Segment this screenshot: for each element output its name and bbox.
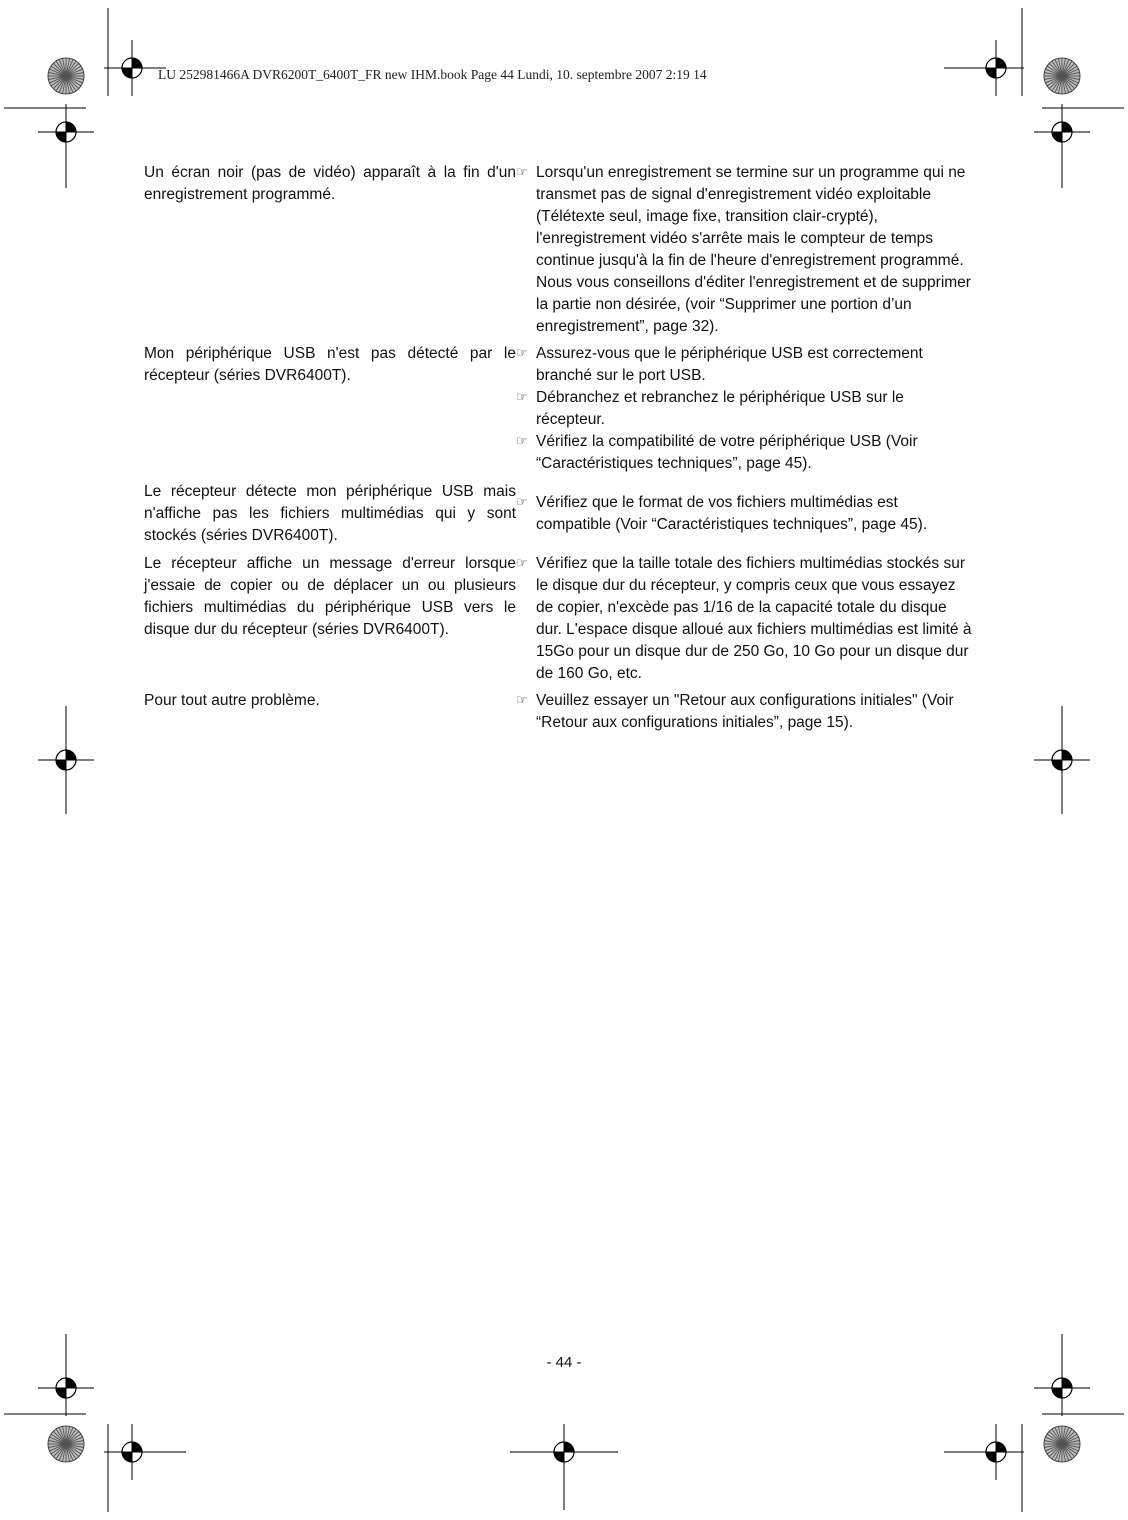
solutions [516,162,976,338]
troubleshooting-row [144,343,976,475]
solutions [516,553,976,685]
problem-text: Le récepteur affiche un message d'erreur lorsque j'essaie de copier ou de déplacer un ou plusieurs fichiers multimédias du périphérique USB vers le disque dur du récepteur (séries DVR6400T). [144,555,516,638]
troubleshooting-table [144,162,976,739]
troubleshooting-row [144,481,976,547]
troubleshooting-row [144,162,976,338]
solution-item [516,343,976,387]
solutions [516,343,976,475]
troubleshooting-row [144,690,976,734]
solution-text: Lorsqu'un enregistrement se termine sur un programme qui ne transmet pas de signal d'enregistrement vidéo exploitable (Télétexte seul, image fixe, transition clair-crypté), l'enregistrement vidéo s'arrête mais le compteur de temps continue jusqu'à la fin de l'heure d'enregistrement programmé. Nous vous conseillons d'éditer l'enregistrement et de supprimer la partie non désirée, (voir “Supprimer une portion d’un enregistrement”, page 32). [536,164,971,335]
pointing-hand-icon: ☞ [516,693,528,708]
solution-text: Veuillez essayer un "Retour aux configurations initiales" (Voir “Retour aux configurations initiales”, page 15). [536,692,954,731]
solution-item [516,553,976,685]
solution-item [516,492,976,536]
problem-text: Un écran noir (pas de vidéo) apparaît à la fin d'un enregistrement programmé. [144,164,516,203]
solution-text: Débranchez et rebranchez le périphérique USB sur le récepteur. [536,389,904,428]
pointing-hand-icon: ☞ [516,390,528,405]
solution-item [516,387,976,431]
solution-text: Vérifiez la compatibilité de votre périphérique USB (Voir “Caractéristiques techniques”, page 45). [536,433,918,472]
troubleshooting-row [144,553,976,685]
pointing-hand-icon: ☞ [516,434,528,449]
solution-text: Assurez-vous que le périphérique USB est correctement branché sur le port USB. [536,345,923,384]
page-number: - 44 - [546,1354,582,1371]
pointing-hand-icon: ☞ [516,346,528,361]
problem-text: Mon périphérique USB n'est pas détecté par le récepteur (séries DVR6400T). [144,345,516,384]
problem-text: Pour tout autre problème. [144,692,320,709]
pointing-hand-icon: ☞ [516,165,528,180]
solution-item [516,690,976,734]
print-header: LU 252981466A DVR6200T_6400T_FR new IHM.book Page 44 Lundi, 10. septembre 2007 2:19 14 [158,67,707,82]
pointing-hand-icon: ☞ [516,556,528,571]
pointing-hand-icon: ☞ [516,495,528,510]
solutions [516,492,976,536]
problem-text: Le récepteur détecte mon périphérique USB mais n'affiche pas les fichiers multimédias qui y sont stockés (séries DVR6400T). [144,483,516,544]
solution-item [516,431,976,475]
solutions [516,690,976,734]
solution-text: Vérifiez que la taille totale des fichiers multimédias stockés sur le disque dur du récepteur, y compris ceux que vous essayez de copier, n'excède pas 1/16 de la capacité totale du disque dur. L'espace disque alloué aux fichiers multimédias est limité à 15Go pour un disque dur de 250 Go, 10 Go pour un disque dur de 160 Go, etc. [536,555,972,682]
solution-text: Vérifiez que le format de vos fichiers multimédias est compatible (Voir “Caractéristiques techniques”, page 45). [536,494,928,533]
solution-item [516,162,976,338]
